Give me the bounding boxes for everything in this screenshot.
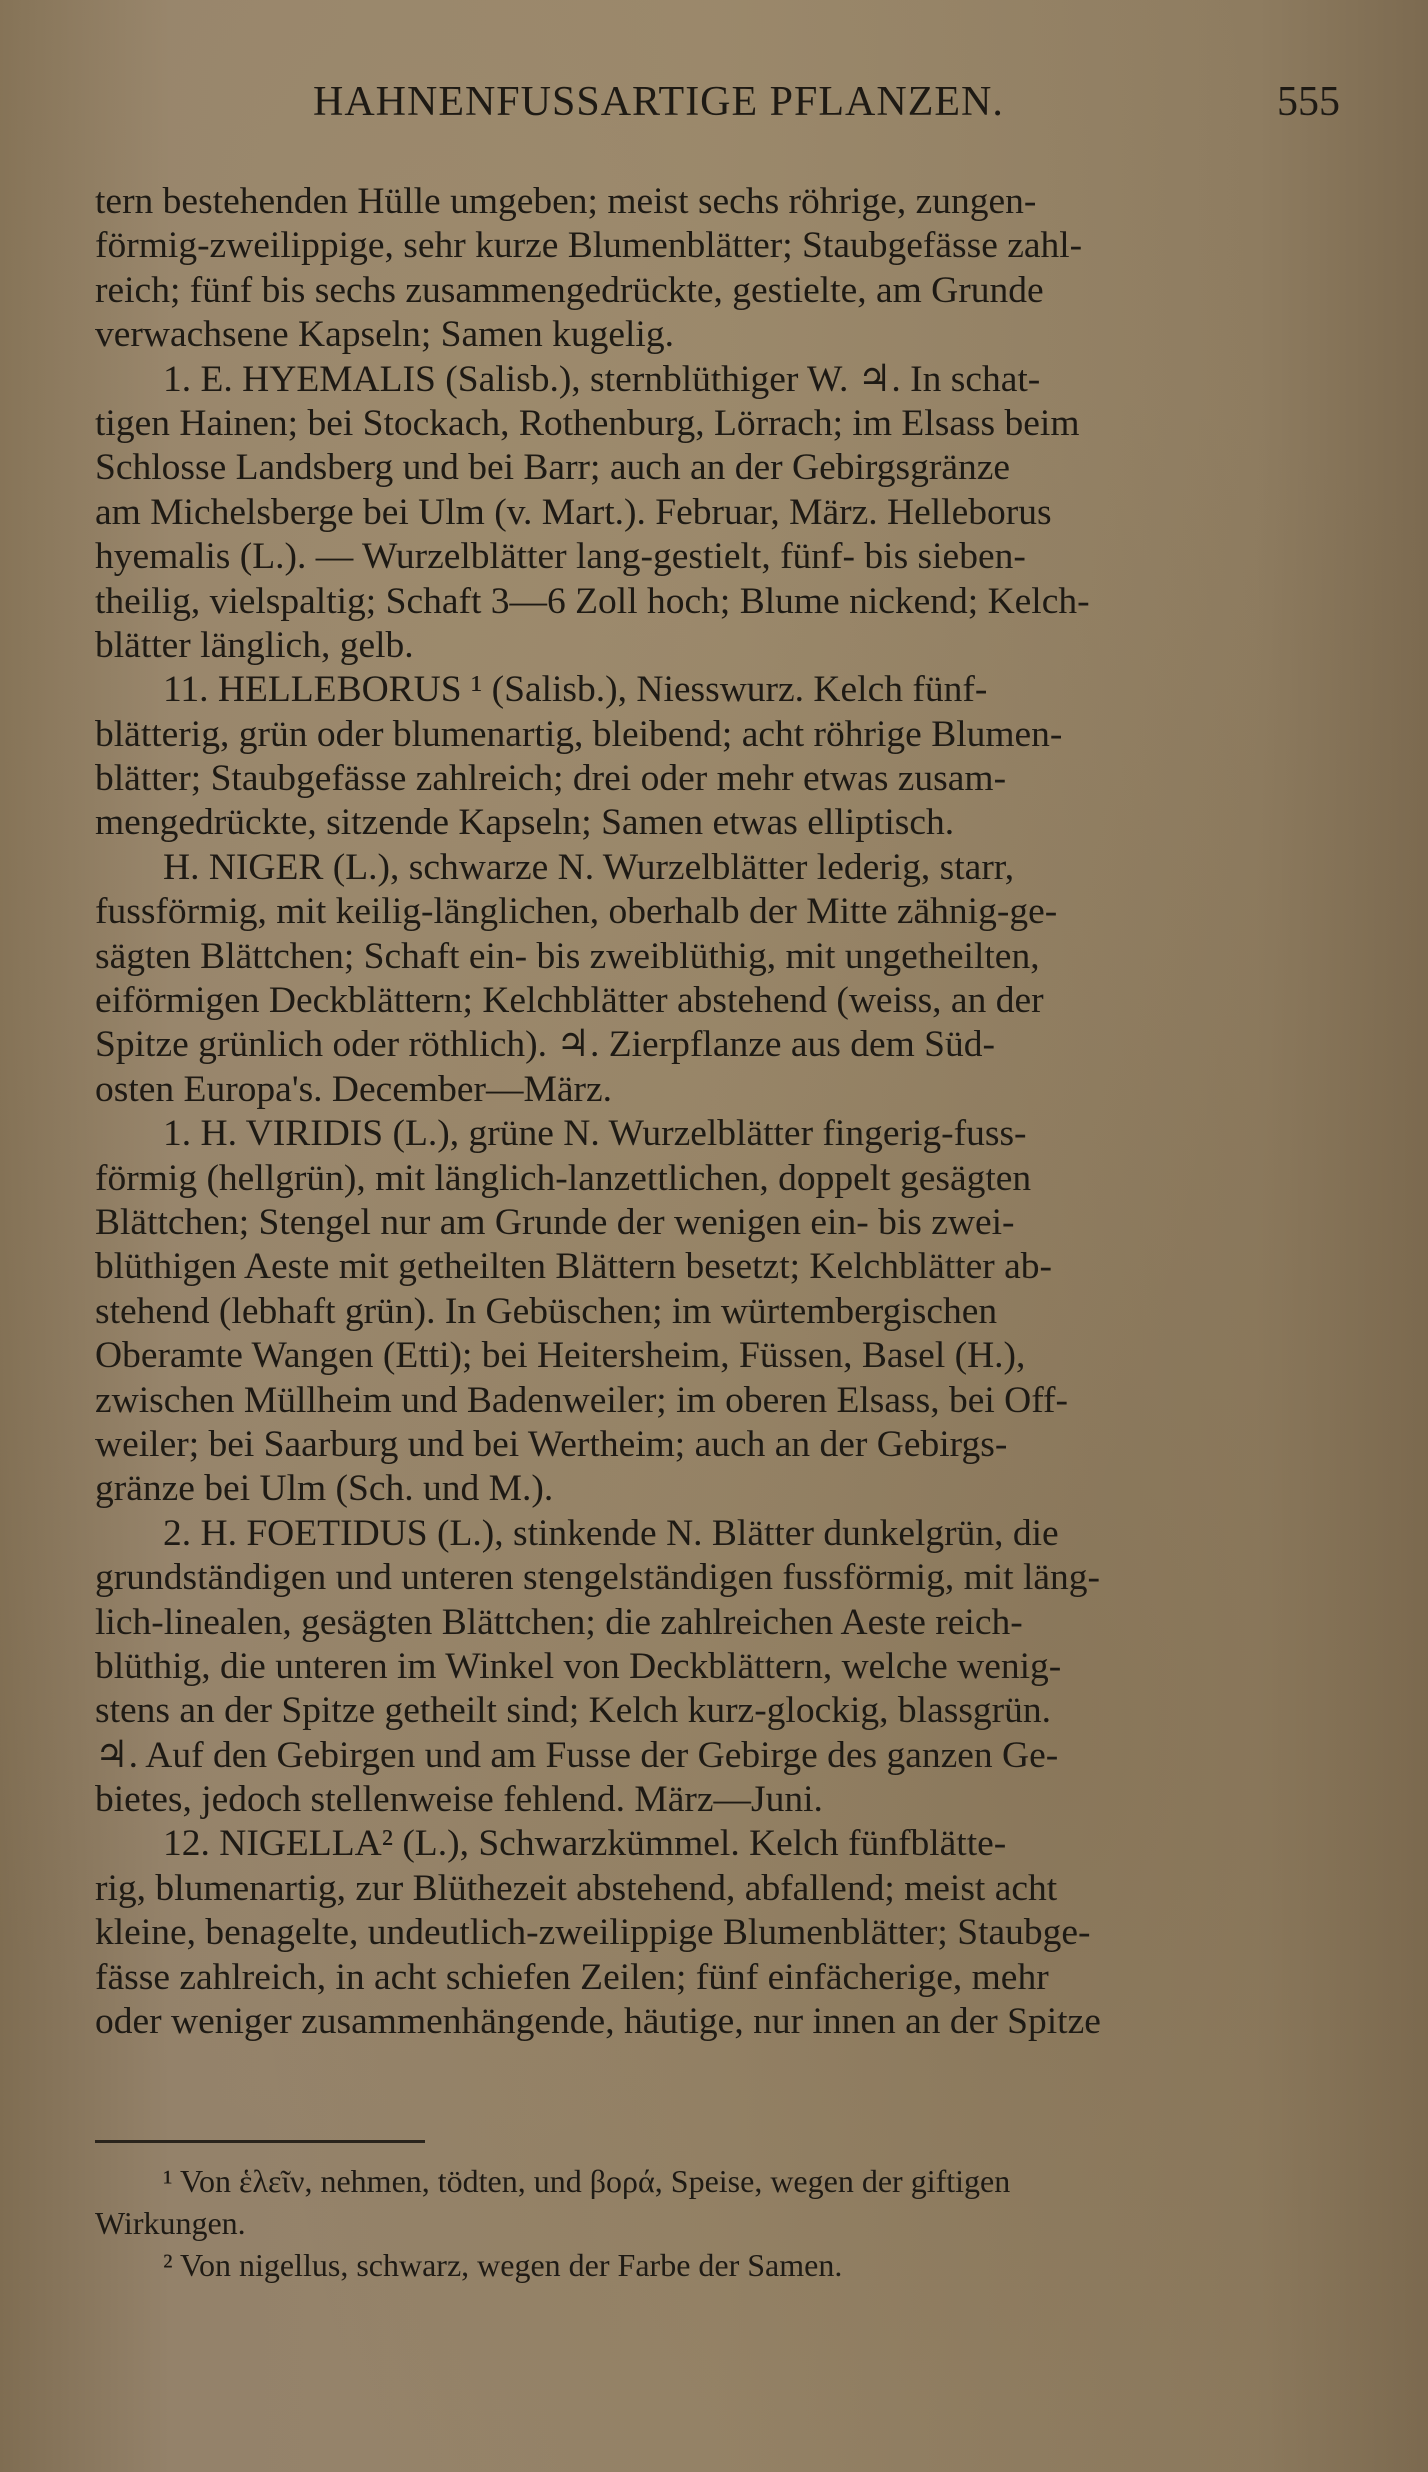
- text-line: mengedrückte, sitzende Kapseln; Samen etwas elliptisch.: [95, 802, 955, 844]
- footnotes: [95, 2160, 1340, 2286]
- text-line: fussförmig, mit keilig-länglichen, oberhalb der Mitte zähnig-ge-: [95, 891, 1058, 933]
- text-line: weiler; bei Saarburg und bei Wertheim; auch an der Gebirgs-: [95, 1423, 1008, 1465]
- text-line: blätterig, grün oder blumenartig, bleibend; acht röhrige Blumen-: [95, 713, 1063, 755]
- text-line: bietes, jedoch stellenweise fehlend. März—Juni.: [95, 1779, 823, 1821]
- text-line: sägten Blättchen; Schaft ein- bis zweiblüthig, mit ungetheilten,: [95, 935, 1040, 977]
- footnote-1: ¹ Von ἑλεῖν, nehmen, tödten, und βορά, Speise, wegen der giftigen: [163, 2163, 1011, 2199]
- text-line: oder weniger zusammenhängende, häutige, nur innen an der Spitze: [95, 2001, 1101, 2043]
- species-entry-line: 2. H. FOETIDUS (L.), stinkende N. Blätter dunkelgrün, die: [163, 1512, 1059, 1554]
- footnote-2: ² Von nigellus, schwarz, wegen der Farbe der Samen.: [163, 2247, 843, 2283]
- text-line: förmig (hellgrün), mit länglich-lanzettlichen, doppelt gesägten: [95, 1157, 1032, 1199]
- text-line: blätter; Staubgefässe zahlreich; drei oder mehr etwas zusam-: [95, 758, 1007, 800]
- text-line: reich; fünf bis sechs zusammengedrückte, gestielte, am Grunde: [95, 269, 1044, 311]
- text-line: gränze bei Ulm (Sch. und M.).: [95, 1468, 554, 1510]
- text-line: tigen Hainen; bei Stockach, Rothenburg, Lörrach; im Elsass beim: [95, 402, 1080, 444]
- text-line: blätter länglich, gelb.: [95, 624, 414, 666]
- text-line: eiförmigen Deckblättern; Kelchblätter abstehend (weiss, an der: [95, 980, 1044, 1022]
- text-line: Blättchen; Stengel nur am Grunde der wenigen ein- bis zwei-: [95, 1201, 1015, 1243]
- text-line: grundständigen und unteren stengelständigen fussförmig, mit läng-: [95, 1557, 1101, 1599]
- text-line: blüthig, die unteren im Winkel von Deckblättern, welche wenig-: [95, 1645, 1062, 1687]
- text-line: stehend (lebhaft grün). In Gebüschen; im würtembergischen: [95, 1290, 998, 1332]
- species-entry-line: 1. H. VIRIDIS (L.), grüne N. Wurzelblätter fingerig-fuss-: [163, 1113, 1027, 1155]
- text-line: stens an der Spitze getheilt sind; Kelch kurz-glockig, blassgrün.: [95, 1690, 1052, 1732]
- text-line: förmig-zweilippige, sehr kurze Blumenblätter; Staubgefässe zahl-: [95, 225, 1083, 267]
- running-header: [95, 78, 1340, 138]
- footnote-1-continued: Wirkungen.: [95, 2205, 246, 2241]
- text-line: fässe zahlreich, in acht schiefen Zeilen; fünf einfächerige, mehr: [95, 1956, 1049, 1998]
- text-line: kleine, benagelte, undeutlich-zweilippige Blumenblätter; Staubge-: [95, 1912, 1091, 1954]
- main-text: [95, 180, 1340, 2044]
- genus-entry-line: 12. NIGELLA² (L.), Schwarzkümmel. Kelch fünfblätte-: [163, 1823, 1007, 1865]
- text-line: zwischen Müllheim und Badenweiler; im oberen Elsass, bei Off-: [95, 1379, 1069, 1421]
- text-line: Oberamte Wangen (Etti); bei Heitersheim, Füssen, Basel (H.),: [95, 1335, 1026, 1377]
- text-line: lich-linealen, gesägten Blättchen; die zahlreichen Aeste reich-: [95, 1601, 1023, 1643]
- text-line: Schlosse Landsberg und bei Barr; auch an der Gebirgsgränze: [95, 447, 1010, 489]
- text-line: am Michelsberge bei Ulm (v. Mart.). Februar, März. Helleborus: [95, 491, 1052, 533]
- text-line: hyemalis (L.). — Wurzelblätter lang-gestielt, fünf- bis sieben-: [95, 536, 1026, 578]
- text-line: tern bestehenden Hülle umgeben; meist sechs röhrige, zungen-: [95, 181, 1037, 222]
- text-line: blüthigen Aeste mit getheilten Blättern besetzt; Kelchblätter ab-: [95, 1246, 1052, 1288]
- text-line: verwachsene Kapseln; Samen kugelig.: [95, 314, 674, 356]
- text-line: theilig, vielspaltig; Schaft 3—6 Zoll hoch; Blume nickend; Kelch-: [95, 580, 1090, 622]
- text-line: osten Europa's. December—März.: [95, 1068, 612, 1110]
- running-title: HAHNENFUSSARTIGE PFLANZEN.: [313, 79, 1004, 125]
- species-entry-line: 1. E. HYEMALIS (Salisb.), sternblüthiger W. ♃. In schat-: [163, 358, 1041, 400]
- text-line: Spitze grünlich oder röthlich). ♃. Zierpflanze aus dem Süd-: [95, 1024, 996, 1066]
- text-line: ♃. Auf den Gebirgen und am Fusse der Gebirge des ganzen Ge-: [95, 1734, 1059, 1776]
- page-number: 555: [1277, 79, 1340, 125]
- genus-entry-line: 11. HELLEBORUS ¹ (Salisb.), Niesswurz. Kelch fünf-: [163, 669, 988, 711]
- text-line: rig, blumenartig, zur Blüthezeit abstehend, abfallend; meist acht: [95, 1867, 1058, 1909]
- species-entry-line: H. NIGER (L.), schwarze N. Wurzelblätter lederig, starr,: [163, 846, 1015, 888]
- footnote-divider: [95, 2140, 425, 2143]
